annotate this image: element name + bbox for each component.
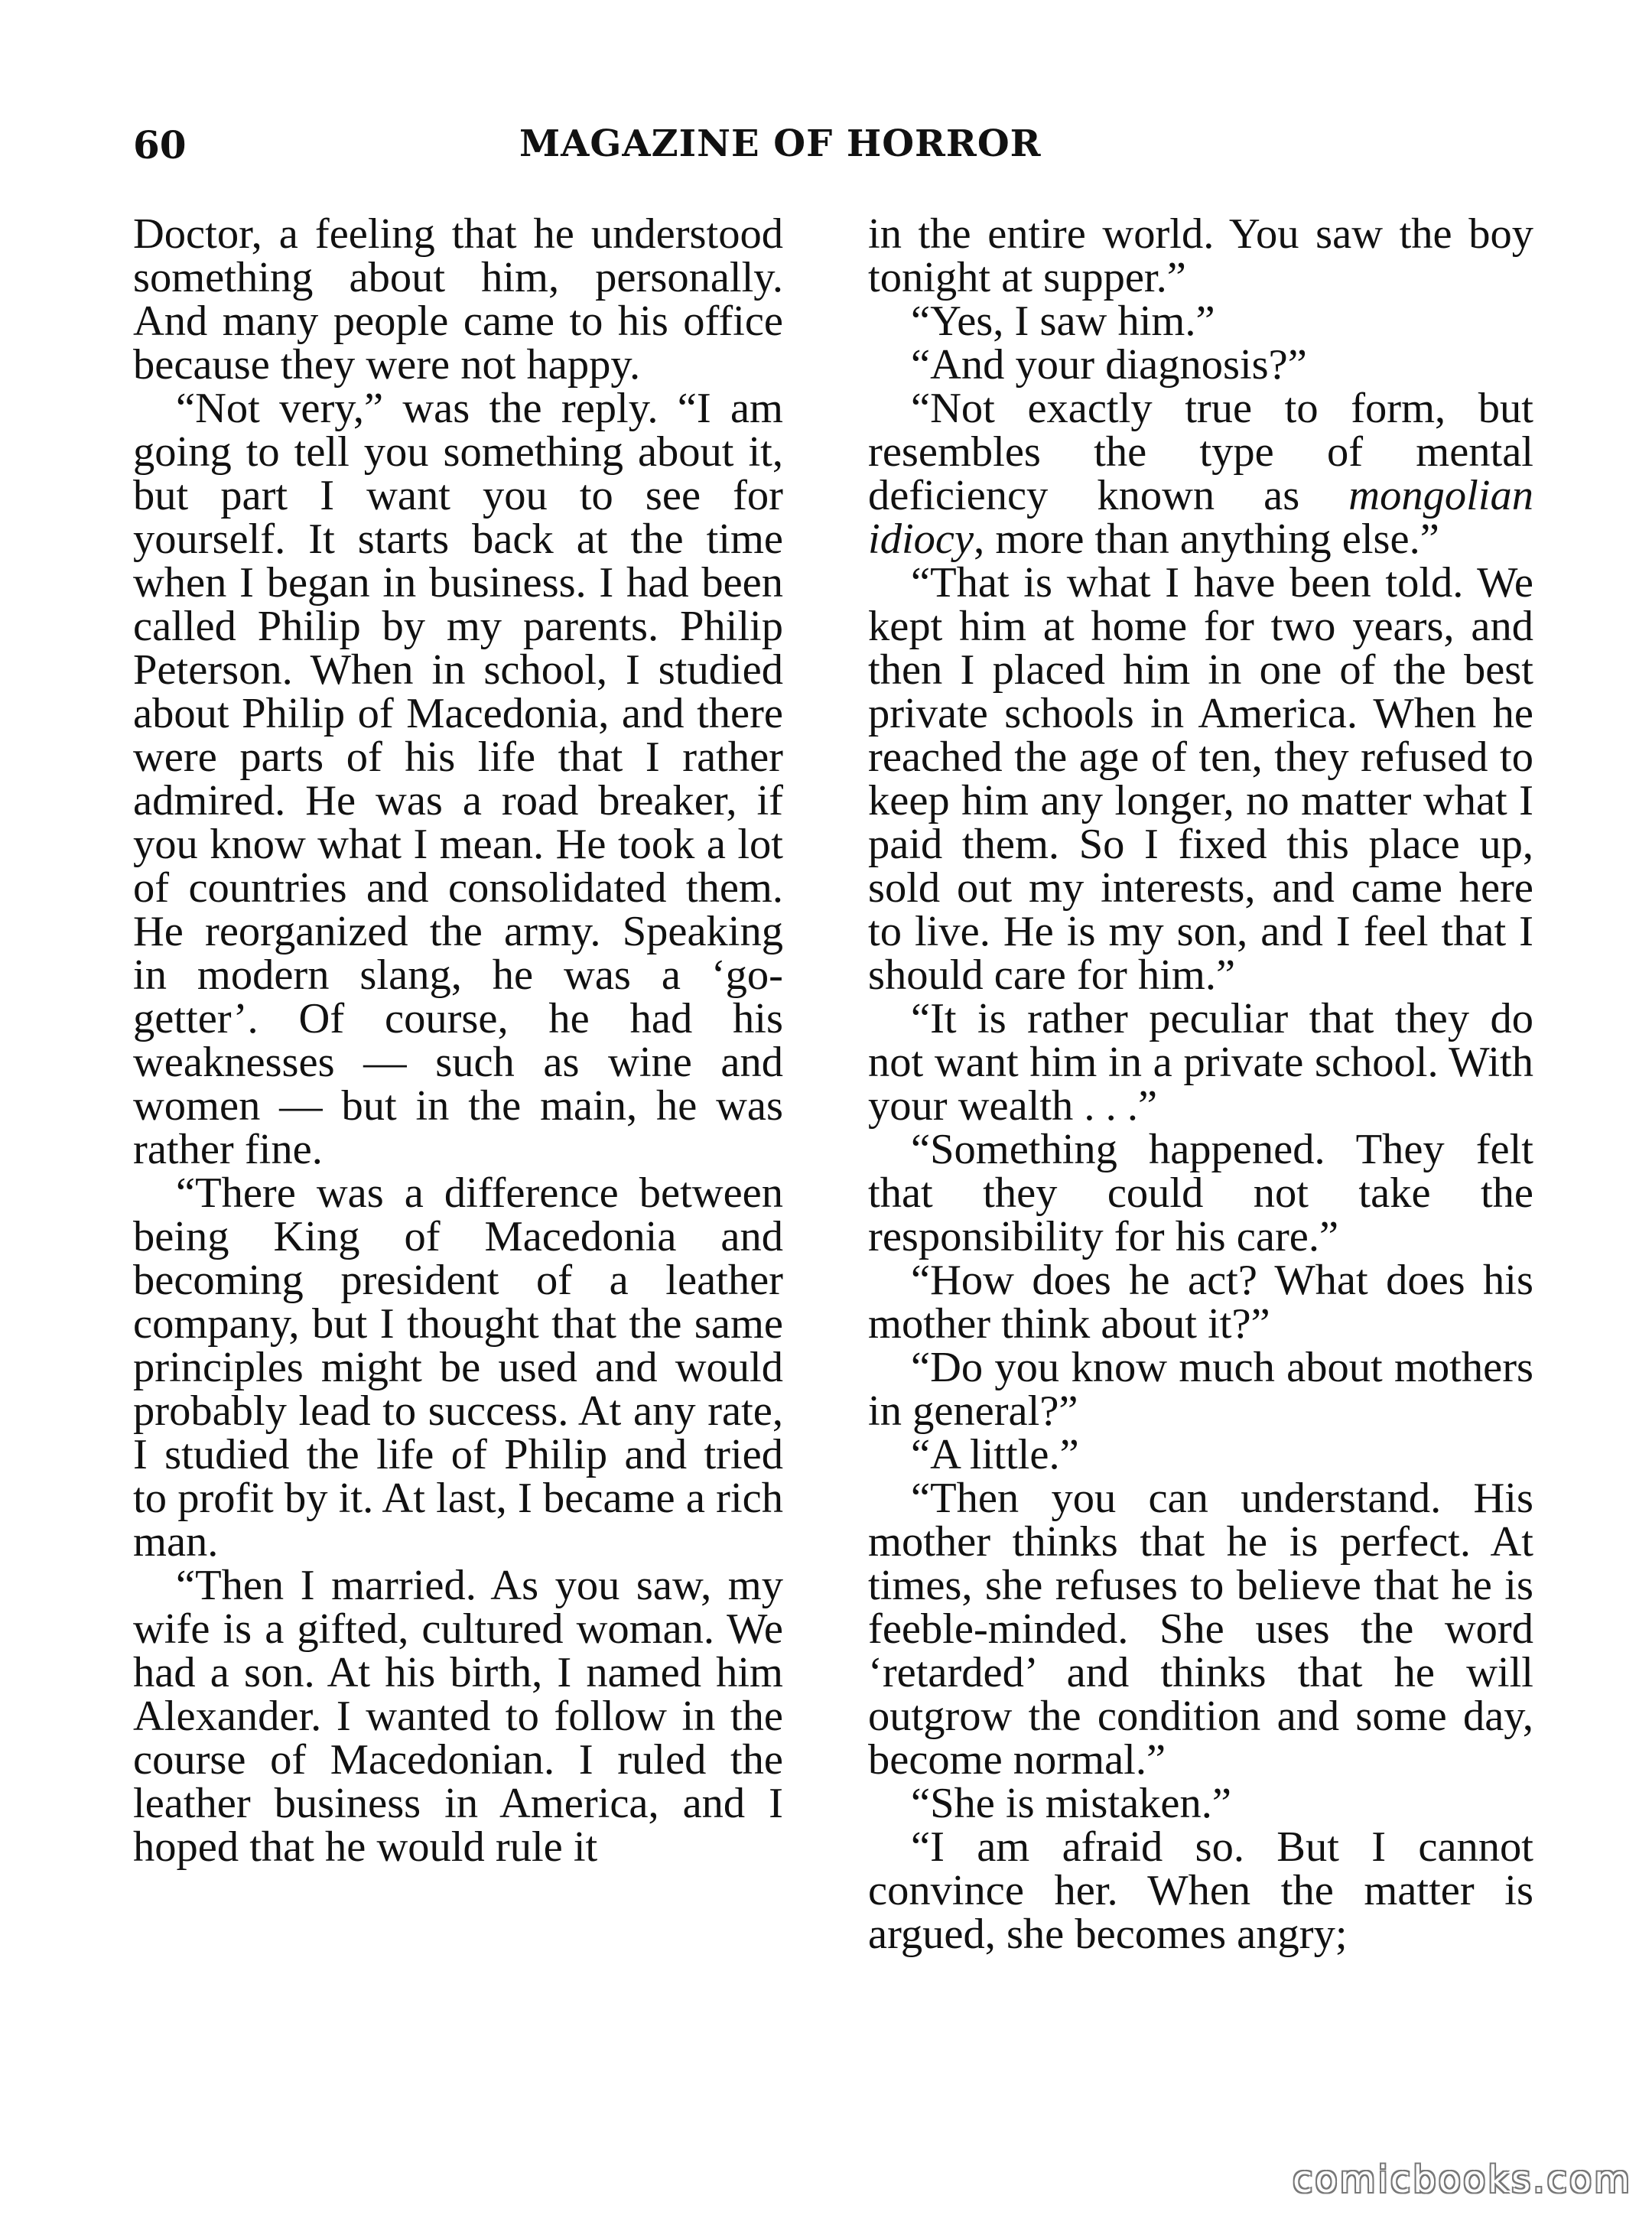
magazine-title: MAGAZINE OF HORROR [519,122,1042,165]
paragraph: “Yes, I saw him.” [911,298,1215,345]
left-column [133,210,783,1871]
paragraph: “It is rather peculiar that they do not want him in a private school. With your wealth . . .” [868,995,1533,1130]
paragraph: “Then you can understand. His mother thinks that he is perfect. At times, she refuses to believe that he is feeble-minded. She uses the word ‘retarded’ and thinks that he will outgrow the condition and some day, become normal.” [868,1475,1533,1784]
paragraph: “That is what I have been told. We kept him at home for two years, and then I placed him in one of the best private schools in America. When he reached the age of ten, they refused to keep him any longer, no matter what I paid them. So I fixed this place up, sold out my interests, and came here to live. He is my son, and I feel that I should care for him.” [868,559,1533,999]
paragraph: in the entire world. You saw the boy tonight at supper.” [868,210,1533,301]
paragraph: “Not exactly true to form, but resembles the type of mental deficiency known as mongolian idiocy, more than anything else.” [868,385,1533,563]
paragraph: “She is mistaken.” [911,1780,1231,1827]
paragraph: Doctor, a feeling that he understood something about him, personally. And many people came to his office because they were not happy. [133,210,783,389]
running-header [133,122,1540,176]
watermark-logo: comicbooks.com [1292,2158,1632,2201]
paragraph: “Do you know much about mothers in general?” [868,1344,1533,1435]
paragraph: “Then I married. As you saw, my wife is a gifted, cultured woman. We had a son. At his birth, I named him Alexander. I wanted to follow in the course of Macedonian. I ruled the leather business in America, and I hoped that he would rule it [133,1562,783,1871]
paragraph: “There was a difference between being King of Macedonia and becoming president of a leather company, but I thought that the same principles might be used and would probably lead to success. At any rate, I studied the life of Philip and tried to profit by it. At last, I became a rich man. [133,1169,783,1566]
paragraph: “A little.” [911,1431,1079,1478]
paragraph: “And your diagnosis?” [911,341,1307,389]
page-number: 60 [133,122,187,167]
paragraph: “How does he act? What does his mother think about it?” [868,1257,1533,1348]
paragraph: “Not very,” was the reply. “I am going to tell you something about it, but part I want you to see for yourself. It starts back at the time when I began in business. I had been called Philip by my parents. Philip Peterson. When in school, I studied about Philip of Macedonia, and there were parts of his life that I rather admired. He was a road breaker, if you know what I mean. He took a lot of countries and consolidated them. He reorganized the army. Speaking in modern slang, he was a ‘go-getter’. Of course, he had his weaknesses — such as wine and women — but in the main, he was rather fine. [133,385,783,1173]
right-column [868,210,1533,1958]
italic-term: mongolian idiocy [868,472,1533,563]
paragraph: “Something happened. They felt that they could not take the responsibility for his care.” [868,1126,1533,1260]
paragraph: “I am afraid so. But I cannot convince her. When the matter is argued, she becomes angry; [868,1823,1533,1958]
